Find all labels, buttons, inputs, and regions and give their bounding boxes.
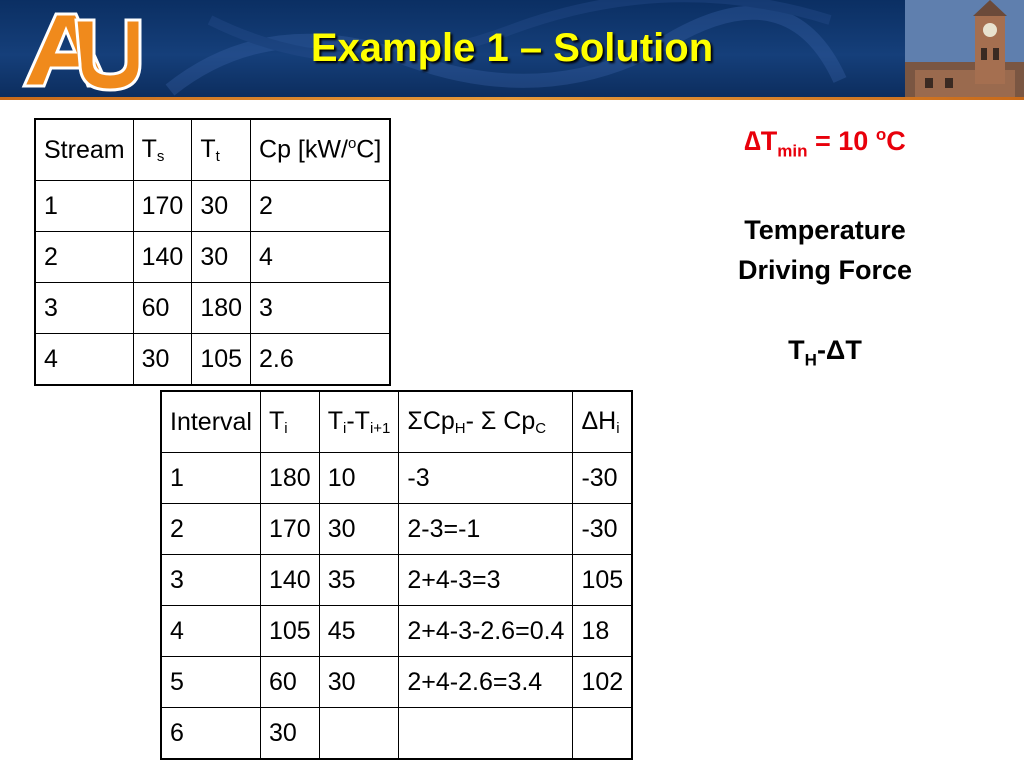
interval-table-cell: 180 [260, 453, 319, 504]
header-subscript-2: C [535, 420, 547, 437]
interval-table-header-cell [161, 391, 260, 453]
stream-table-cell: 30 [133, 334, 192, 386]
header-text: T [141, 135, 157, 163]
stream-table-header-cell [35, 119, 133, 181]
header-text: ΣCp [407, 407, 455, 435]
header-banner [0, 0, 1024, 100]
interval-table-cell: -30 [573, 504, 632, 555]
header-text: ΔH [581, 407, 617, 435]
interval-table-cell: 45 [319, 606, 399, 657]
stream-table-cell: 140 [133, 232, 192, 283]
header-text-tail: C] [356, 135, 382, 164]
stream-table-header-row [35, 119, 390, 181]
page-title: Example 1 – Solution [310, 26, 714, 70]
interval-table-cell: 30 [319, 504, 399, 555]
header-subscript: i [284, 420, 288, 437]
stream-table-cell: 105 [192, 334, 251, 386]
interval-table-cell: 30 [319, 657, 399, 708]
interval-table-row [161, 453, 632, 504]
interval-table-cell: 18 [573, 606, 632, 657]
interval-table-cell: 30 [260, 708, 319, 760]
interval-table-header-cell [573, 391, 632, 453]
banner-divider [0, 97, 1024, 100]
header-subscript-2: i+1 [369, 420, 391, 437]
interval-table-cell [399, 708, 573, 760]
interval-table-cell: 3 [161, 555, 260, 606]
driving-force-heading [690, 210, 960, 290]
stream-table-header-cell [251, 119, 391, 181]
header-text: Stream [44, 135, 125, 164]
interval-table-cell: 10 [319, 453, 399, 504]
interval-table-row [161, 708, 632, 760]
interval-table-cell: 35 [319, 555, 399, 606]
stream-table-cell: 2.6 [251, 334, 391, 386]
interval-table-cell: 170 [260, 504, 319, 555]
stream-table-cell: 3 [251, 283, 391, 334]
header-text: Interval [170, 407, 252, 436]
interval-table-cell: -3 [399, 453, 573, 504]
header-text: Cp [kW/ [259, 135, 348, 164]
interval-table-header-cell [399, 391, 573, 453]
interval-table-cell: 2-3=-1 [399, 504, 573, 555]
min-subscript: min [777, 141, 808, 161]
stream-table-header-cell [133, 119, 192, 181]
header-text: T [268, 407, 285, 435]
interval-table-cell: 2+4-2.6=3.4 [399, 657, 573, 708]
interval-table-row [161, 555, 632, 606]
driving-force-line2: Driving Force [737, 255, 913, 285]
header-subscript: s [156, 148, 165, 165]
header-subscript: H [454, 420, 466, 437]
interval-table-row [161, 657, 632, 708]
interval-table-cell: 1 [161, 453, 260, 504]
stream-table-row [35, 181, 390, 232]
header-text: T [327, 407, 343, 435]
stream-table-cell: 30 [192, 232, 251, 283]
interval-table [160, 390, 633, 760]
header-text: T [200, 135, 216, 163]
interval-table-cell: 2 [161, 504, 260, 555]
stream-table-row [35, 283, 390, 334]
th-rest: -ΔT [816, 335, 862, 365]
stream-table-row [35, 334, 390, 386]
header-superscript: o [347, 135, 357, 153]
delta-t-value: = 10 [807, 126, 876, 156]
stream-table-header-cell [192, 119, 251, 181]
delta-t-min-label [690, 125, 960, 161]
interval-table-cell: -30 [573, 453, 632, 504]
stream-table-cell: 170 [133, 181, 192, 232]
stream-table-cell: 2 [35, 232, 133, 283]
driving-force-line1: Temperature [744, 215, 906, 245]
stream-table [34, 118, 391, 386]
stream-table-cell: 180 [192, 283, 251, 334]
stream-table-row [35, 232, 390, 283]
th-t: T [788, 335, 805, 365]
stream-table-cell: 30 [192, 181, 251, 232]
degree-superscript: o [875, 125, 887, 144]
stream-table-cell: 60 [133, 283, 192, 334]
stream-table-cell: 2 [251, 181, 391, 232]
stream-table-cell: 4 [35, 334, 133, 386]
interval-table-cell: 102 [573, 657, 632, 708]
interval-table-row [161, 504, 632, 555]
th-subscript: H [804, 350, 817, 370]
header-text-mid: - Σ Cp [465, 407, 536, 435]
interval-table-header-row [161, 391, 632, 453]
stream-table-cell: 4 [251, 232, 391, 283]
interval-table-cell: 2+4-3-2.6=0.4 [399, 606, 573, 657]
interval-table-cell: 60 [260, 657, 319, 708]
delta-t-symbol: ∆T [744, 126, 778, 156]
header-subscript: i [616, 420, 620, 437]
interval-table-header-cell [319, 391, 399, 453]
interval-table-cell: 5 [161, 657, 260, 708]
interval-table-cell: 105 [573, 555, 632, 606]
interval-table-cell: 105 [260, 606, 319, 657]
interval-table-cell: 4 [161, 606, 260, 657]
interval-table-cell [319, 708, 399, 760]
header-text-mid: -T [346, 407, 370, 435]
interval-table-cell: 6 [161, 708, 260, 760]
th-minus-dt-label [690, 335, 960, 370]
interval-table-row [161, 606, 632, 657]
interval-table-cell: 140 [260, 555, 319, 606]
header-subscript: i [342, 420, 347, 437]
stream-table-cell: 3 [35, 283, 133, 334]
interval-table-cell [573, 708, 632, 760]
delta-t-unit: C [886, 126, 906, 156]
interval-table-cell: 2+4-3=3 [399, 555, 573, 606]
interval-table-header-cell [260, 391, 319, 453]
stream-table-cell: 1 [35, 181, 133, 232]
header-subscript: t [215, 148, 220, 165]
